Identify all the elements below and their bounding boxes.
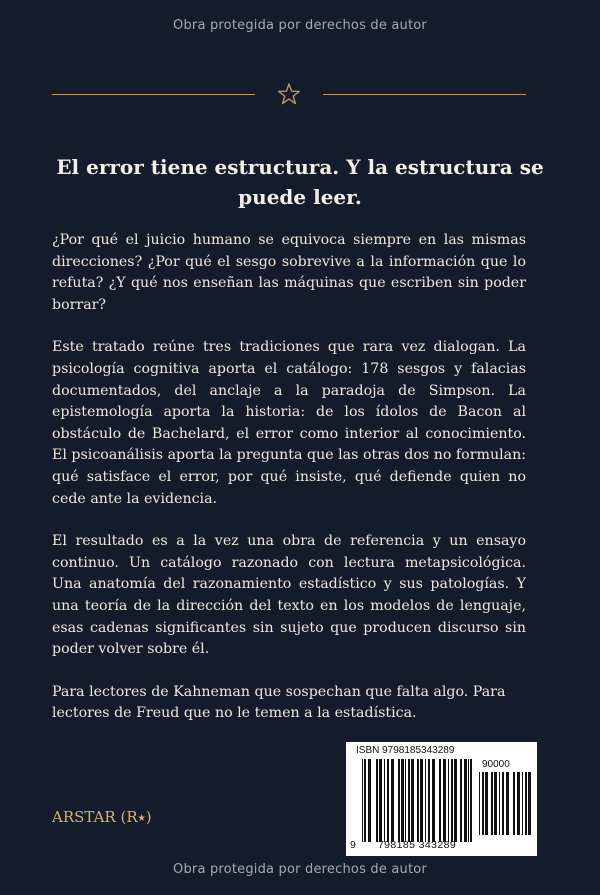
barcode-bar (528, 772, 531, 835)
barcode-bar (368, 759, 371, 842)
synopsis-paragraph: El resultado es a la vez una obra de referencia y un ensayo continuo. Un catálogo razonado con lectura metapsicológica. Una anatomía del razonamiento estadístico y sus patologías. Y una teoría de la dirección del texto en los modelos de lenguaje, esas cadenas significantes sin sujeto que producen discurso sin poder volver sobre él. (52, 533, 526, 658)
divider-line-left (52, 94, 255, 95)
barcode-bar (454, 759, 457, 842)
ornamental-divider (52, 82, 526, 106)
price-code: 90000 (482, 759, 510, 770)
barcode-bar (411, 759, 414, 842)
barcode-bar (443, 759, 446, 842)
barcode-bar (451, 759, 453, 842)
headline: El error tiene estructura. Y la estructura se puede leer. (56, 155, 544, 209)
publisher-imprint: ARSTAR (R⭑) (52, 808, 152, 826)
barcode-bar (482, 772, 484, 835)
barcode-bar (425, 759, 426, 842)
barcode-bar (470, 759, 472, 842)
isbn-label: ISBN 9798185343289 (356, 745, 455, 756)
barcode-bar (494, 772, 497, 835)
barcode-bar (502, 772, 504, 835)
barcode-bar (513, 772, 515, 835)
barcode-bar (448, 759, 449, 842)
barcode-bar (432, 759, 435, 842)
barcode-bar (522, 772, 523, 835)
barcode-bar (387, 759, 389, 842)
synopsis-paragraph: Este tratado reúne tres tradiciones que rara vez dialogan. La psicología cognitiva aporta el catálogo: 178 sesgos y falacias documentados, del anclaje a la paradoja de Simpson. La epistemología aporta la historia: de los ídolos de Bacon al obstáculo de Bachelard, el error como interior al conocimiento. El psicoanálisis aporta la pregunta que las otras dos no formulan: qué satisface el error, por qué insiste, qué defiende quien no cede ante la evidencia. (52, 339, 526, 507)
barcode-bar (485, 772, 488, 835)
barcode-bar (428, 759, 430, 842)
star-outline-icon (276, 82, 302, 106)
barcode-bar (362, 759, 363, 842)
barcode-bar (401, 759, 404, 842)
barcode-bar (464, 759, 467, 842)
barcode-bar (460, 759, 462, 842)
barcode-bar (420, 759, 423, 842)
synopsis-paragraph: Para lectores de Kahneman que sospechan que falta algo. Para lectores de Freud que no le temen a la estadística. (52, 683, 506, 722)
barcode-first-digit: 9 (350, 839, 356, 851)
barcode-digits: 798185 343289 (377, 839, 457, 851)
barcode-bar (525, 772, 527, 835)
barcode-bar (376, 759, 378, 842)
barcode-bar (391, 759, 394, 842)
barcode-bar (384, 759, 385, 842)
barcode-bar (364, 759, 366, 842)
divider-line-right (323, 94, 526, 95)
barcode-bar (405, 759, 406, 842)
barcode-bar (506, 772, 509, 835)
isbn-barcode (346, 742, 537, 856)
synopsis-paragraph: ¿Por qué el juicio humano se equivoca siempre en las mismas direcciones? ¿Por qué el sesgo sobrevive a la información que lo refuta? ¿Y qué nos enseñan las máquinas que escriben sin poder borrar? (52, 232, 526, 313)
synopsis (52, 230, 526, 746)
barcode-bar (468, 759, 469, 842)
barcode-bar (491, 772, 493, 835)
barcode-bar (379, 759, 382, 842)
barcode-bar (398, 759, 400, 842)
barcode-bar (517, 772, 520, 835)
barcode-bar (479, 772, 480, 835)
barcode-bar (408, 759, 410, 842)
barcode-bar (417, 759, 419, 842)
copyright-notice-bottom: Obra protegida por derechos de autor (173, 862, 427, 877)
barcode-bar (499, 772, 500, 835)
barcode-bar (439, 759, 441, 842)
copyright-notice-top: Obra protegida por derechos de autor (173, 18, 427, 33)
